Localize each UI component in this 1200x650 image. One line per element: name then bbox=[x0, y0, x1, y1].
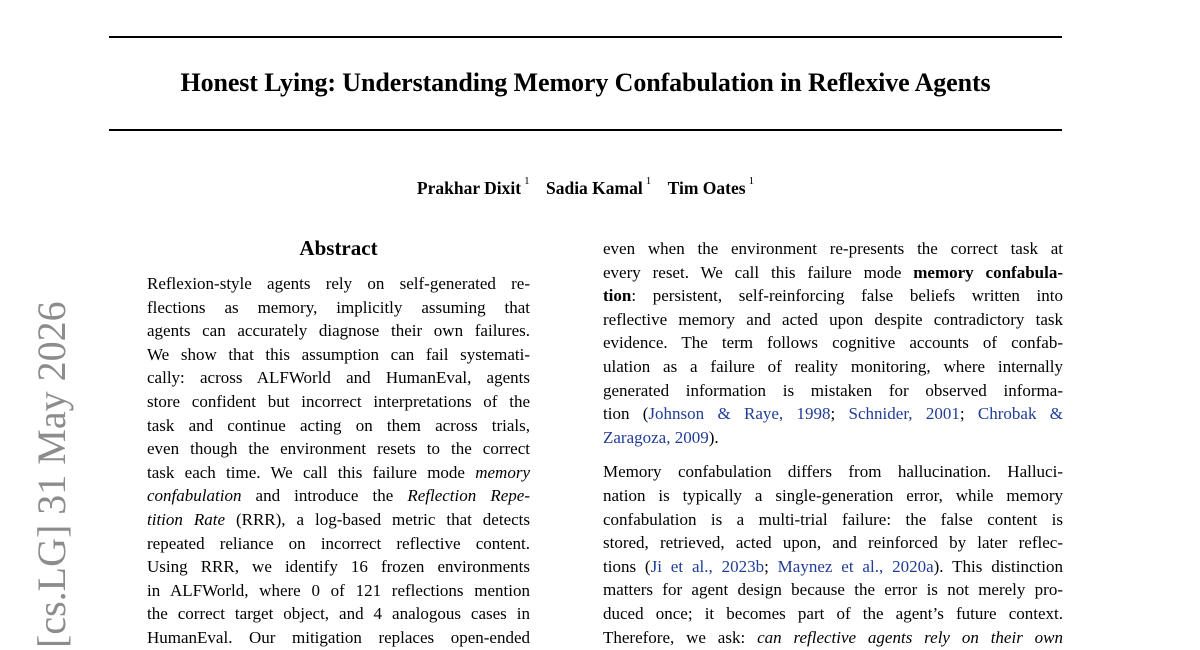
text-line bbox=[603, 261, 1063, 285]
emphasis-term: Reflection Repe- bbox=[407, 486, 530, 506]
text-run: : persistent, self-reinforcing false beliefs written into bbox=[631, 286, 1063, 306]
text-line: matters for agent design because the error is not merely pro- bbox=[603, 580, 1063, 600]
introduction-body bbox=[603, 237, 1063, 649]
text-line: stored, retrieved, acted upon, and reinforced by later reflec- bbox=[603, 533, 1063, 553]
text-run: task each time. We call this failure mode bbox=[147, 462, 465, 482]
text-line: duced once; it becomes part of the agent’s future context. bbox=[603, 603, 1063, 623]
text-line: ulation as a failure of reality monitoring, where internally bbox=[603, 356, 1063, 376]
author bbox=[545, 175, 652, 198]
author bbox=[416, 175, 530, 198]
text-run: ). This distinction bbox=[933, 556, 1063, 576]
text-line: nation is typically a single-generation error, while memory bbox=[603, 485, 1063, 505]
author-name: Sadia Kamal bbox=[545, 177, 643, 198]
text-line: even when the environment re-presents the correct task at bbox=[603, 239, 1063, 258]
citation-link[interactable]: Maynez et al., 2020a bbox=[777, 556, 934, 576]
abstract-heading: Abstract bbox=[299, 236, 378, 260]
text-run: (RRR), a log-based metric that detects bbox=[235, 509, 531, 529]
text-line: repeated reliance on incorrect reflective content. bbox=[147, 533, 530, 553]
text-line bbox=[603, 402, 1063, 426]
text-run: ; bbox=[764, 556, 778, 576]
author-affiliation: 1 bbox=[645, 175, 652, 187]
text-line: agents can accurately diagnose their own failures. bbox=[147, 321, 530, 341]
author-list bbox=[109, 172, 1062, 200]
abstract-body bbox=[147, 272, 530, 650]
author-name: Prakhar Dixit bbox=[416, 177, 522, 198]
text-run: ; bbox=[830, 404, 849, 424]
text-line bbox=[147, 508, 530, 532]
emphasis-question: can reflective agents rely on their own bbox=[757, 627, 1064, 647]
author-affiliation: 1 bbox=[524, 175, 530, 187]
text-line: confabulation is a multi-trial failure: the false content is bbox=[603, 509, 1063, 529]
text-line: the correct target object, and 4 analogous cases in bbox=[147, 604, 530, 624]
emphasis-term: memory bbox=[475, 462, 530, 482]
author bbox=[667, 175, 755, 198]
text-run: ; bbox=[959, 404, 978, 424]
emphasis-term: confabulation bbox=[147, 486, 242, 506]
citation-link[interactable]: Zaragoza, 2009 bbox=[603, 427, 709, 447]
text-line: HumanEval. Our mitigation replaces open-ended bbox=[147, 627, 530, 647]
author-affiliation: 1 bbox=[748, 175, 755, 187]
text-line bbox=[603, 626, 1063, 650]
text-line: Memory confabulation differs from hallucination. Halluci- bbox=[603, 462, 1063, 482]
title-top-rule bbox=[109, 36, 1062, 38]
text-line: cally: across ALFWorld and HumanEval, agents bbox=[147, 368, 530, 388]
text-line bbox=[147, 461, 530, 485]
paragraph-gap bbox=[603, 449, 1063, 460]
text-run: and introduce the bbox=[255, 486, 394, 506]
text-line: reflective memory and acted upon despite contradictory task bbox=[603, 309, 1063, 329]
text-line: task and continue acting on them across trials, bbox=[147, 415, 530, 435]
text-run: ). bbox=[708, 427, 719, 447]
author-name: Tim Oates bbox=[667, 177, 746, 198]
citation-link[interactable]: Schnider, 2001 bbox=[848, 404, 960, 424]
citation-link[interactable]: Chrobak & bbox=[977, 404, 1063, 424]
text-line: store confident but incorrect interpretations of the bbox=[147, 391, 530, 411]
text-line: in ALFWorld, where 0 of 121 reflections mention bbox=[147, 580, 530, 600]
title-bottom-rule bbox=[109, 129, 1062, 131]
text-line bbox=[603, 284, 1063, 308]
text-run: tions ( bbox=[603, 556, 651, 576]
text-run: Therefore, we ask: bbox=[603, 627, 746, 647]
text-line: We show that this assumption can fail systemati- bbox=[147, 344, 530, 364]
bold-term: tion bbox=[603, 286, 632, 306]
text-line: generated information is mistaken for observed informa- bbox=[603, 380, 1063, 400]
text-line: flections as memory, implicitly assuming that bbox=[147, 297, 530, 317]
text-line: Reflexion-style agents rely on self-generated re- bbox=[147, 274, 530, 293]
text-line bbox=[147, 484, 530, 508]
citation-link[interactable]: Ji et al., 2023b bbox=[650, 556, 765, 576]
text-run: every reset. We call this failure mode bbox=[603, 262, 902, 282]
bold-term: memory confabula- bbox=[913, 262, 1063, 282]
citation-link[interactable]: Johnson & Raye, 1998 bbox=[648, 404, 831, 424]
text-line: even though the environment resets to the correct bbox=[147, 439, 530, 459]
text-run: tion ( bbox=[603, 404, 649, 424]
text-line: evidence. The term follows cognitive accounts of confab- bbox=[603, 333, 1063, 353]
arxiv-watermark: [cs.LG] 31 May 2026 bbox=[29, 301, 74, 648]
paper-title: Honest Lying: Understanding Memory Confabulation in Reflexive Agents bbox=[180, 68, 991, 97]
text-line bbox=[603, 426, 1063, 450]
text-line bbox=[603, 555, 1063, 579]
emphasis-term: tition Rate bbox=[147, 509, 225, 529]
text-line: Using RRR, we identify 16 frozen environments bbox=[147, 557, 530, 577]
